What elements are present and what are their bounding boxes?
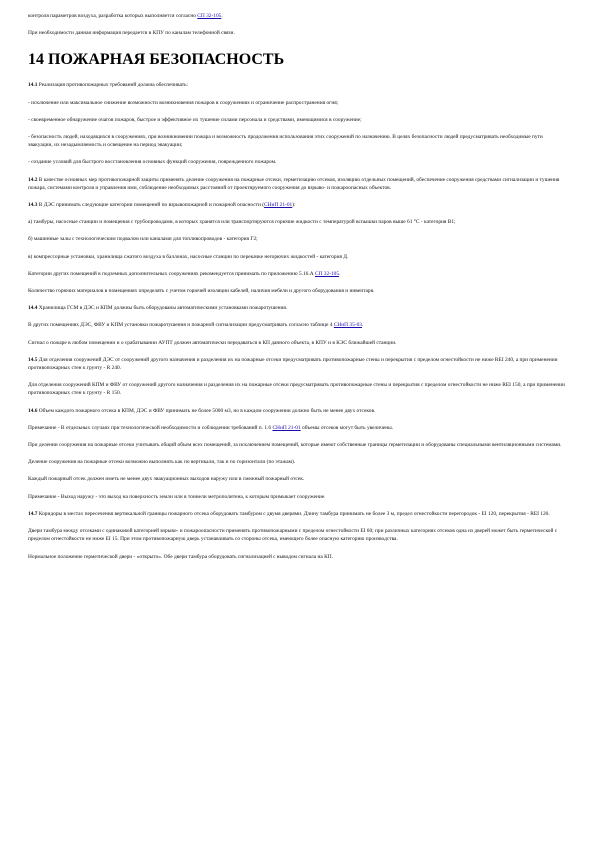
- clause-number: 14.6: [28, 407, 38, 414]
- paragraph-text: Категории других помещений в подземных дополнительных сооружениях рекомендуется принимать по приложению 5.16.А: [28, 270, 315, 277]
- paragraph: а) тамбуры, насосные станции и помещения с трубопроводами, в которых хранятся или транспортируются горючие жидкости с температурой вспышки паров выше 61 °С - категория В1;: [28, 219, 456, 226]
- paragraph: [28, 176, 566, 192]
- paragraph: Деление сооружения на пожарные отсеки возможно выполнять как по вертикали, так и по горизонтали (по этажам).: [28, 459, 296, 466]
- paragraph: При делении сооружения на пожарные отсеки учитывать общий объем всех помещений, за исключением помещений, которые имеют собственные границы герметизации и оборудованы специальными вентиляционными системами.: [28, 442, 562, 449]
- paragraph-text: объемы отсеков могут быть увеличены.: [300, 424, 394, 431]
- paragraph-text: Для отделения сооружений ДЭС от сооружений другого назначения и разделения их на пожарные отсеки предусматривать противопожарные стены и перекрытия с пределом огнестойкости не ниже REI 240, а при применении противопожарных стен к грунту - R 240.: [28, 356, 558, 372]
- paragraph-text: Хранилища ГСМ в ДЭС и КПМ должны быть оборудованы автоматическими установками пожаротушения.: [37, 305, 288, 312]
- paragraph-text: .: [362, 322, 364, 329]
- paragraph: - безопасность людей, находящихся в сооружениях, при возникновении пожара и возможность продолжения использования этих сооружений по назначению. В целях безопасности людей предусматривать необходимые пути эвакуации, их незадымляемость и освещение на период эвакуации;: [28, 134, 543, 149]
- paragraph: - своевременное обнаружение очагов пожаров, быстрое и эффективное их тушение силами персонала и средствами, имеющимися в сооружение;: [28, 116, 362, 123]
- document-page: [28, 12, 566, 570]
- clause-number: 14.4: [28, 305, 38, 312]
- paragraph: [28, 270, 566, 278]
- paragraph: в) компрессорные установки, хранилища сжатого воздуха в баллонах, насосные станции по перекачке негорючих жидкостей - категория Д.: [28, 253, 349, 260]
- clause-number: 14.1: [28, 82, 38, 89]
- paragraph-text: В качестве основных мер противопожарной защиты применять деление сооружения на пожарные отсеки, герметизацию отсеков, изоляцию отдельных помещений, обеспечение сооружения средствами сигнализации и тушения пожара, системами контроля и управления ими, соблюдение необходимых расстояний от проектируемого сооружения до взрыво- и пожароопасных объектов.: [28, 176, 560, 191]
- doc-link[interactable]: СП 32-105: [197, 13, 222, 19]
- doc-link[interactable]: СП 32-105: [314, 270, 340, 277]
- paragraph-text: ):: [292, 202, 296, 209]
- paragraph: [28, 356, 566, 372]
- doc-link[interactable]: СНиП 21-01: [272, 424, 301, 431]
- paragraph-text: В других помещениях ДЭС, ФВУ и КПМ установки пожаротушения и пожарной сигнализации предусматривать согласно таблице 4: [28, 322, 334, 329]
- paragraph: Каждый пожарный отсек должен иметь не менее двух эвакуационных выходов наружу или в смежный пожарный отсек.: [28, 476, 305, 483]
- paragraph-text: Реализация противопожарных требований должна обеспечивать:: [37, 82, 189, 89]
- paragraph: Примечание - Выход наружу - это выход на поверхность земли или в тоннели метрополитена, к которым примыкает сооружение.: [28, 493, 326, 500]
- paragraph: Количество горючих материалов в помещениях определять с учетом горючей изоляции кабелей, наличия мебели и другого оборудования и инвентаря.: [28, 288, 375, 295]
- paragraph: [28, 510, 566, 518]
- paragraph-text: Примечание - В отдельных случаях при технологической необходимости и соблюдении требований п. 1.6: [28, 424, 273, 431]
- paragraph: [28, 424, 566, 432]
- doc-link[interactable]: СНиП 21-01: [264, 202, 293, 209]
- paragraph-text: В ДЭС принимать следующие категории помещений по взрывопожарной и пожарной опасности (: [37, 202, 265, 209]
- paragraph: б) машинные залы с технологическим подвалом или каналами для топливопроводов - категория Г2;: [28, 236, 258, 243]
- paragraph: [28, 407, 566, 415]
- paragraph: Сигнал о пожаре в любом помещении и о срабатывании АУПТ должен автоматически передаваться в КП данного объекта, в КПУ и в КЭС ближайшей станции.: [28, 339, 397, 346]
- paragraph: [28, 81, 566, 89]
- paragraph: [28, 304, 566, 312]
- paragraph: [28, 321, 566, 329]
- paragraph-text: .: [339, 270, 341, 277]
- paragraph: - создание условий для быстрого восстановления основных функций сооружения, поврежденного пожаром.: [28, 159, 277, 166]
- paragraph: Двери тамбура между отсеками с одинаковой категорией взрыво- и пожароопасности применять противопожарными с пределом огнестойкости EI 60; при различных категориях отсеков одна из дверей может быть герметической с пределом огнестойкости не ниже EI 15. При этом противопожарную дверь устанавливать со стороны отсека, имеющего более опасную категорию производства.: [28, 528, 558, 543]
- paragraph-text: Коридоры в местах пересечения вертикальной границы пожарного отсека оборудовать тамбуром с двумя дверями. Длину тамбура принимать не более 3 м, предел огнестойкости перегородок - EI 120, перекрытия - REI 120.: [37, 510, 550, 517]
- clause-number: 14.3: [28, 202, 38, 209]
- clause-number: 14.7: [28, 510, 38, 517]
- paragraph: Нормальное положение герметической двери - «открыто». Обе двери тамбура оборудовать сигнализацией с выводом сигнала на КП.: [28, 553, 333, 560]
- clause-number: 14.5: [28, 356, 38, 363]
- paragraph: Для отделения сооружений КПМ и ФВУ от сооружений другого назначения и разделения их на пожарные отсеки предусматривать противопожарные стены и перекрытия с пределом огнестойкости не ниже REI 150, а при применении противопожарных стен к грунту - R 150.: [28, 382, 565, 397]
- paragraph: При необходимости данная информация передается в КПУ по каналам телефонной связи.: [28, 30, 235, 37]
- paragraph: [28, 201, 566, 209]
- paragraph: [28, 12, 566, 20]
- clause-number: 14.2: [28, 176, 38, 183]
- paragraph-text: Объем каждого пожарного отсека в КПМ, ДЭС и ФВУ принимать не более 5000 м3, но в каждом сооружении должно быть не менее двух отсеков.: [37, 407, 376, 414]
- paragraph-text: контроля параметров воздуха, разработка которых выполняется согласно: [28, 13, 198, 19]
- paragraph-text: .: [221, 13, 223, 19]
- doc-link[interactable]: СНиП 35-03: [333, 322, 363, 329]
- paragraph: - исключение или максимальное снижение возможности возникновения пожаров в сооружениях и ограничение распространения огня;: [28, 99, 339, 106]
- section-heading: 14 ПОЖАРНАЯ БЕЗОПАСНОСТЬ: [28, 51, 285, 69]
